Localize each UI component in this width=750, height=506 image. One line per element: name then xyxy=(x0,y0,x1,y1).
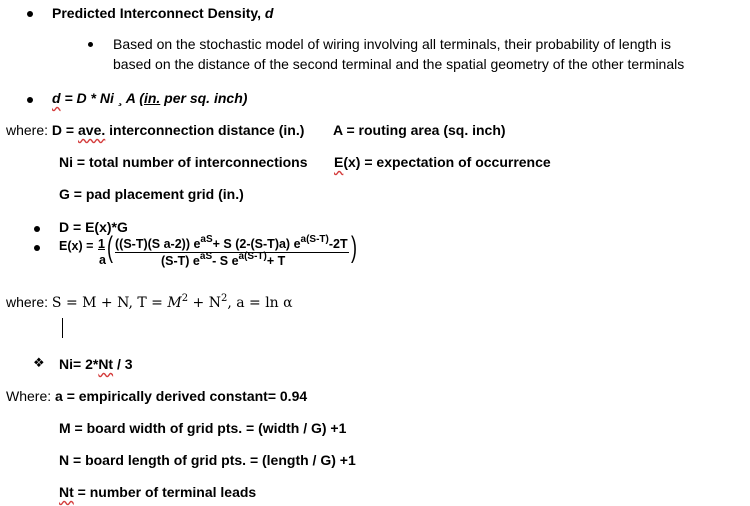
A-definition: A = routing area (sq. inch) xyxy=(333,122,506,138)
G-definition: G = pad placement grid (in.) xyxy=(59,186,244,202)
bullet xyxy=(27,11,33,17)
bullet xyxy=(34,226,40,232)
denominator: (S-T) $e^{aS}-$ S $e^{a(S-T)}+ T$ xyxy=(161,251,286,268)
fraction-denominator: a xyxy=(99,253,106,267)
N-definition: N = board length of grid pts. = (length / G) +1 xyxy=(59,452,356,468)
Nt-definition: Nt = number of terminal leads xyxy=(59,484,257,500)
D-equation: D = E(x)*G xyxy=(59,219,128,235)
density-formula: d = D * Ni ¸ A (in. per sq. inch) xyxy=(52,90,248,106)
text-cursor xyxy=(62,318,63,338)
M-definition: M = board width of grid pts. = (width / G) +1 xyxy=(59,420,347,436)
Ni-definition: Ni = total number of interconnections xyxy=(59,154,308,170)
Ex-equation xyxy=(59,231,369,274)
numerator: ((S-T)(S a-2)) $e^{aS}+ S$ (2-(S-T)a) $e^{a(S-T)}-2T$ xyxy=(115,234,348,251)
description-line-1: Based on the stochastic model of wiring involving all terminals, their probability of length is xyxy=(113,36,671,52)
bullet xyxy=(27,97,33,103)
section-title: Predicted Interconnect Density, d xyxy=(52,5,274,21)
sub-bullet xyxy=(88,42,93,47)
where-definitions-2: where: S = M + N, $T = M^2 + N^2$, a = ln α xyxy=(6,293,293,311)
where-definitions-1: where: D = ave. interconnection distance (in.) xyxy=(6,122,305,138)
diamond-bullet: ❖ xyxy=(33,355,45,370)
bullet xyxy=(34,245,40,251)
Ex-lhs: E(x) = xyxy=(59,239,94,253)
paren-left: ( xyxy=(107,231,113,264)
Ex-definition: E(x) = expectation of occurrence xyxy=(334,154,551,170)
fraction-numerator: 1 xyxy=(98,237,105,251)
fraction-bar xyxy=(115,252,349,253)
paren-right: ) xyxy=(351,231,357,264)
where-definitions-3: Where: a = empirically derived constant= 0.94 xyxy=(6,388,308,404)
Ni-equation: Ni= 2*Nt / 3 xyxy=(59,356,133,372)
description-line-2: based on the distance of the second terminal and the spatial geometry of the other terminals xyxy=(113,56,685,72)
